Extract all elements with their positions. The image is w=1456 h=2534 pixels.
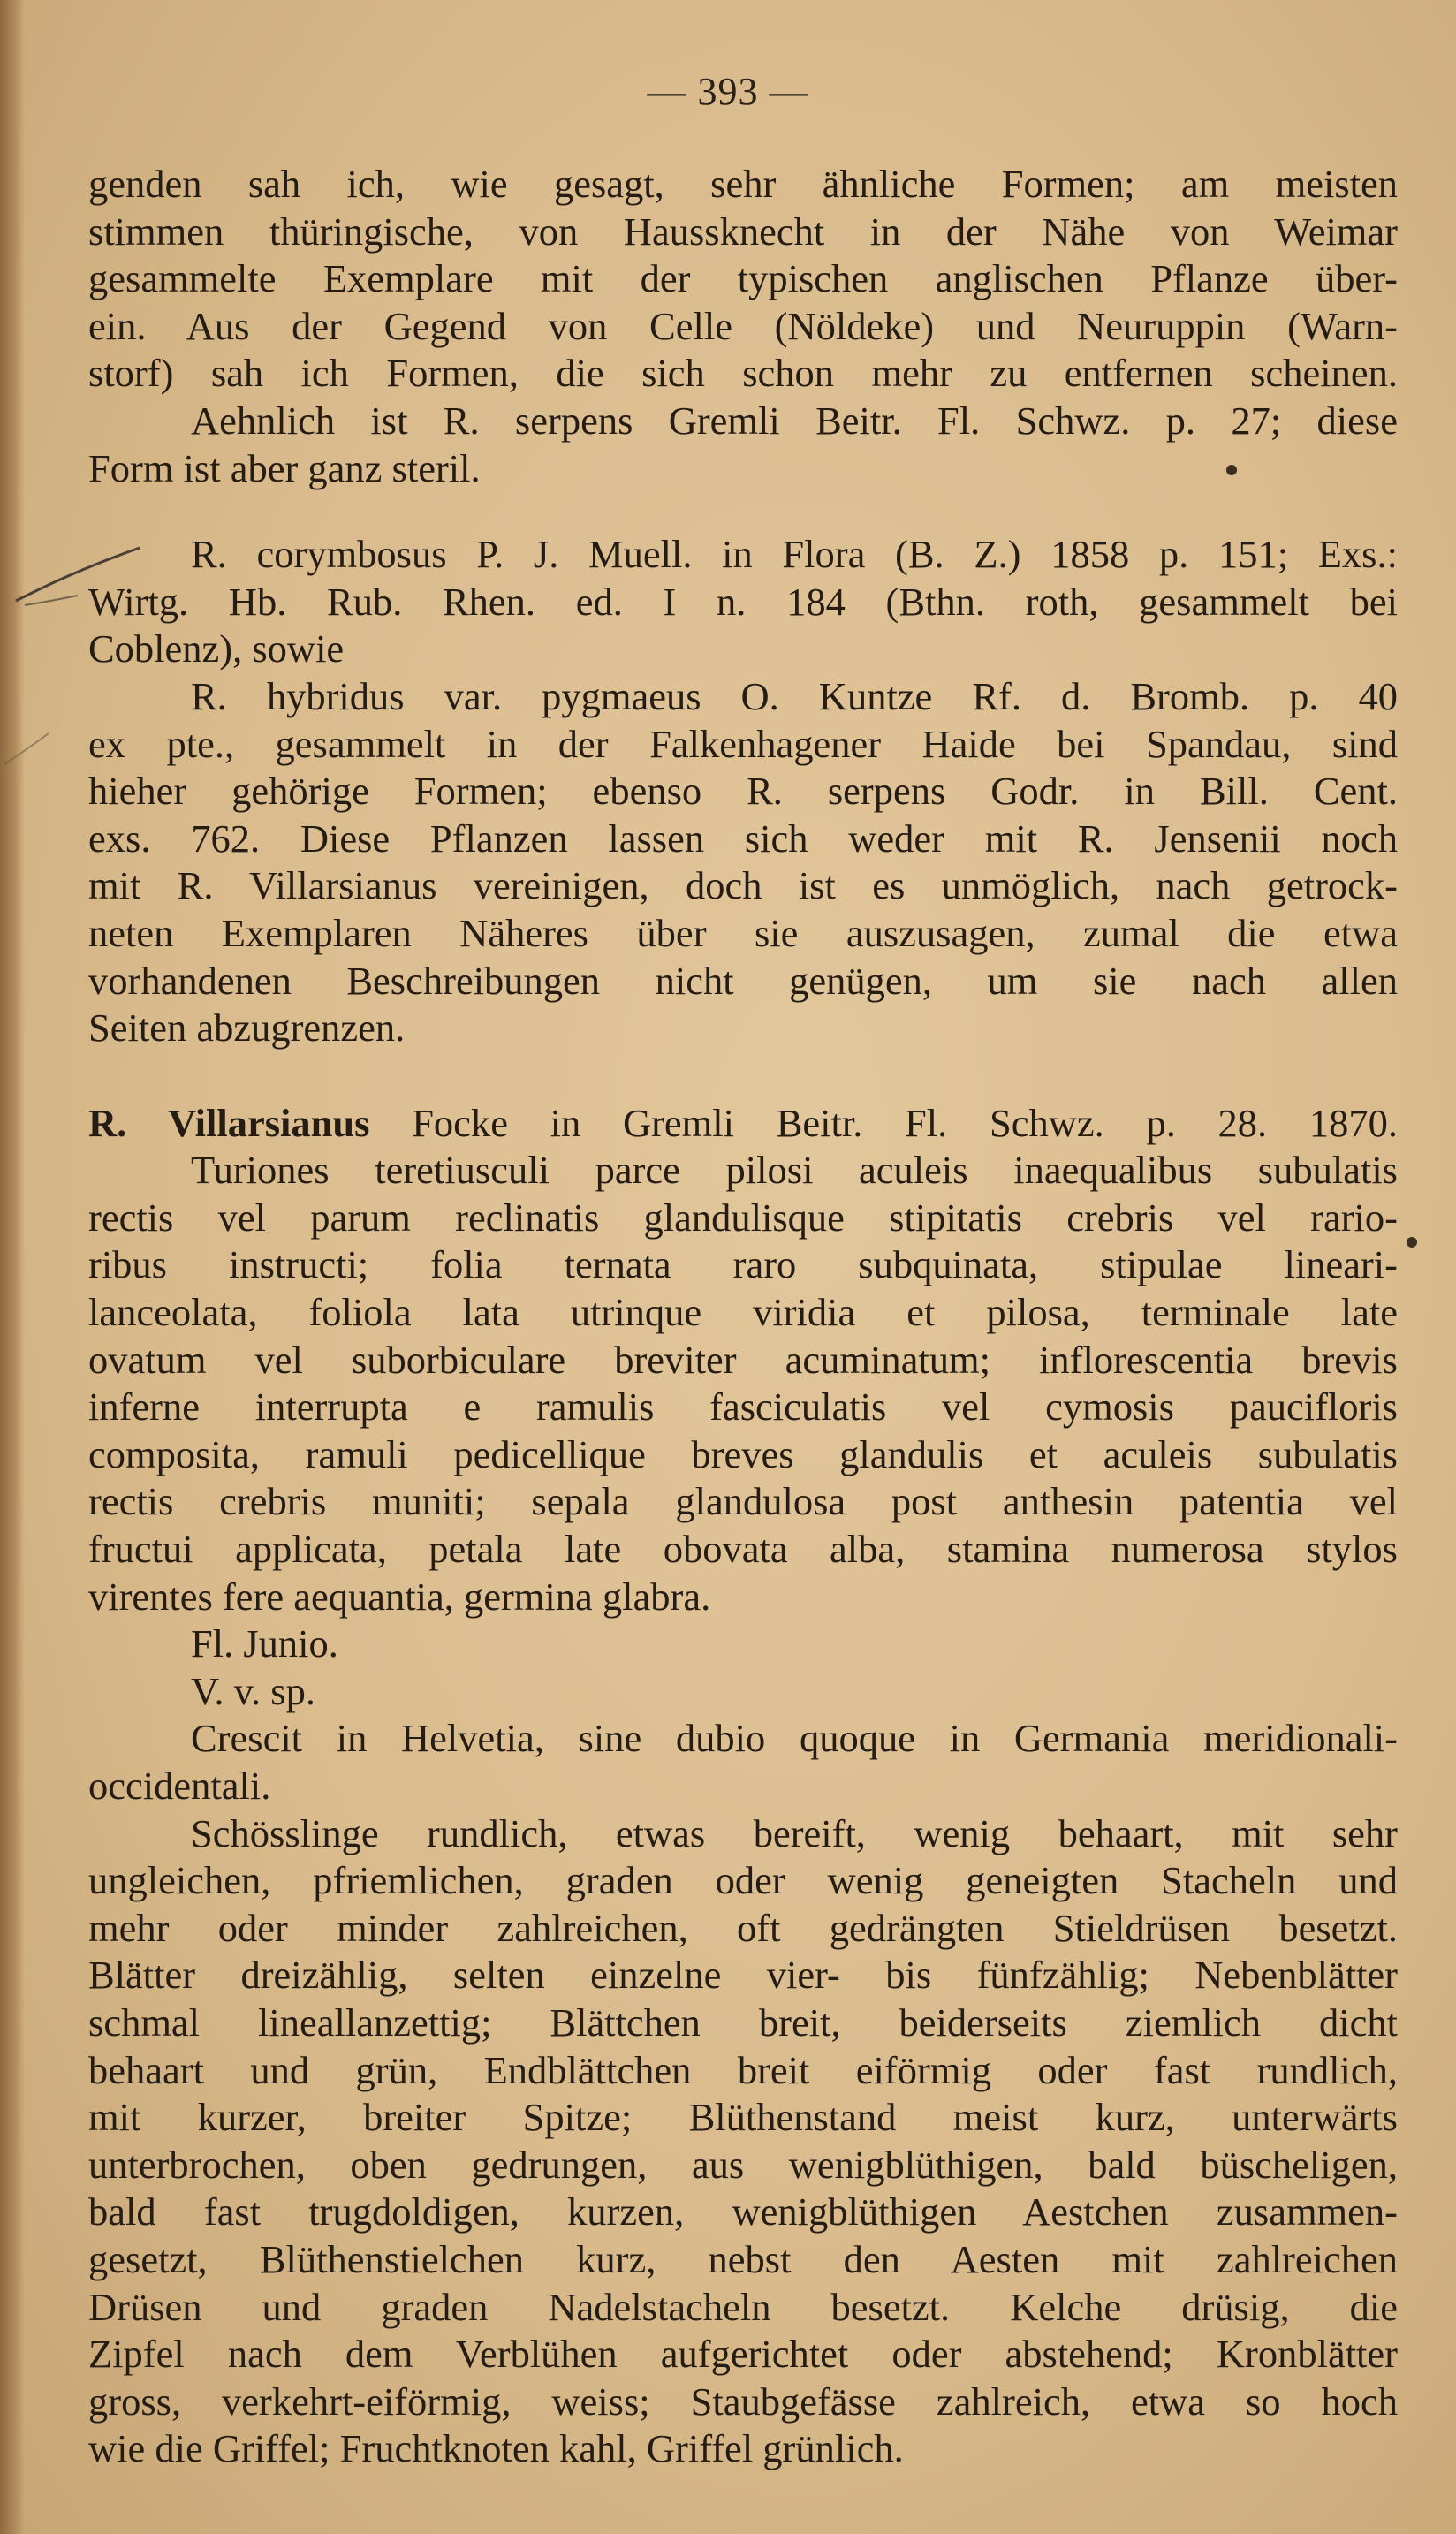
text-line: fructui applicata, petala late obovata alba, stamina numerosa stylos bbox=[88, 1527, 1398, 1572]
paragraph-gap bbox=[88, 1052, 1398, 1100]
text-line: ribus instructi; folia ternata raro subquinata, stipulae lineari- bbox=[88, 1242, 1398, 1287]
text-line: V. v. sp. bbox=[191, 1668, 315, 1713]
text-line: schmal lineallanzettig; Blättchen breit, beiderseits ziemlich dicht bbox=[88, 1999, 1398, 2045]
species-heading-line bbox=[88, 1100, 1398, 1148]
text-line: Form ist aber ganz steril. bbox=[88, 445, 481, 490]
text-line: storf) sah ich Formen, die sich schon mehr zu entfernen scheinen. bbox=[88, 351, 1398, 396]
text-line: mit R. Villarsianus vereinigen, doch ist es unmöglich, nach getrock- bbox=[88, 863, 1398, 908]
text-line: Blätter dreizählig, selten einzelne vier- bis fünfzählig; Nebenblätter bbox=[88, 1953, 1398, 1998]
text-line: ein. Aus der Gegend von Celle (Nöldeke) und Neuruppin (Warn- bbox=[88, 303, 1398, 348]
text-line: virentes fere aequantia, germina glabra. bbox=[88, 1574, 711, 1619]
text-line: Turiones teretiusculi parce pilosi aculeis inaequalibus subulatis bbox=[191, 1148, 1398, 1193]
text-line: lanceolata, foliola lata utrinque viridia et pilosa, terminale late bbox=[88, 1290, 1398, 1335]
text-line: exs. 762. Diese Pflanzen lassen sich weder mit R. Jensenii noch bbox=[88, 816, 1398, 861]
text-line: rectis vel parum reclinatis glandulisque stipitatis crebris vel rario- bbox=[88, 1195, 1398, 1240]
text-line: stimmen thüringische, von Haussknecht in der Nähe von Weimar bbox=[88, 209, 1398, 254]
text-line: gross, verkehrt-eiförmig, weiss; Staubgefässe zahlreich, etwa so hoch bbox=[88, 2378, 1398, 2424]
text-line: Zipfel nach dem Verblühen aufgerichtet oder abstehend; Kronblätter bbox=[88, 2332, 1398, 2377]
text-line: Aehnlich ist R. serpens Gremli Beitr. Fl. Schwz. p. 27; diese bbox=[191, 398, 1398, 443]
species-citation: Focke in Gremli Beitr. Fl. Schwz. p. 28. 1870. bbox=[412, 1100, 1398, 1145]
page-body bbox=[88, 161, 1398, 2473]
text-line: unterbrochen, oben gedrungen, aus wenigblüthigen, bald büscheligen, bbox=[88, 2142, 1398, 2187]
text-line: inferne interrupta e ramulis fasciculatis vel cymosis paucifloris bbox=[88, 1385, 1398, 1430]
text-line: vorhandenen Beschreibungen nicht genügen, um sie nach allen bbox=[88, 958, 1398, 1003]
text-line: Wirtg. Hb. Rub. Rhen. ed. I n. 184 (Bthn. roth, gesammelt bei bbox=[88, 579, 1398, 624]
text-line: behaart und grün, Endblättchen breit eiförmig oder fast rundlich, bbox=[88, 2047, 1398, 2092]
page-spine-shadow bbox=[0, 0, 25, 2534]
text-line: gesammelte Exemplare mit der typischen anglischen Pflanze über- bbox=[88, 256, 1398, 301]
pencil-mark-small bbox=[0, 725, 53, 778]
text-line: Coblenz), sowie bbox=[88, 626, 345, 671]
text-line: genden sah ich, wie gesagt, sehr ähnliche Formen; am meisten bbox=[88, 162, 1398, 206]
text-line: neten Exemplaren Näheres über sie auszusagen, zumal die etwa bbox=[88, 910, 1398, 955]
text-line: Drüsen und graden Nadelstacheln besetzt. Kelche drüsig, die bbox=[88, 2284, 1398, 2329]
text-line: ovatum vel suborbiculare breviter acuminatum; inflorescentia brevis bbox=[88, 1337, 1398, 1382]
ink-speck bbox=[1407, 1237, 1417, 1248]
text-line: mehr oder minder zahlreichen, oft gedrängten Stieldrüsen besetzt. bbox=[88, 1905, 1398, 1950]
text-line: bald fast trugdoldigen, kurzen, wenigblüthigen Aestchen zusammen- bbox=[88, 2189, 1398, 2234]
text-line: R. corymbosus P. J. Muell. in Flora (B. Z.) 1858 p. 151; Exs.: bbox=[191, 532, 1398, 577]
page-number: — 393 — bbox=[647, 70, 809, 113]
text-line: Schösslinge rundlich, etwas bereift, wenig behaart, mit sehr bbox=[191, 1810, 1398, 1855]
text-line: occidentali. bbox=[88, 1764, 271, 1808]
text-line: wie die Griffel; Fruchtknoten kahl, Griffel grünlich. bbox=[88, 2426, 904, 2471]
paragraph-gap bbox=[88, 492, 1398, 531]
text-line: Seiten abzugrenzen. bbox=[88, 1005, 406, 1051]
text-line: R. hybridus var. pygmaeus O. Kuntze Rf. d. Bromb. p. 40 bbox=[191, 673, 1398, 718]
species-heading: R. Villarsianus bbox=[88, 1100, 370, 1145]
text-line: rectis crebris muniti; sepala glandulosa post anthesin patentia vel bbox=[88, 1479, 1398, 1524]
text-line: gesetzt, Blüthenstielchen kurz, nebst den Aesten mit zahlreichen bbox=[88, 2236, 1398, 2281]
text-line: Fl. Junio. bbox=[191, 1621, 338, 1666]
text-line: mit kurzer, breiter Spitze; Blüthenstand meist kurz, unterwärts bbox=[88, 2095, 1398, 2140]
text-line: ex pte., gesammelt in der Falkenhagener Haide bei Spandau, sind bbox=[88, 721, 1398, 766]
text-line: composita, ramuli pedicellique breves glandulis et aculeis subulatis bbox=[88, 1431, 1398, 1476]
text-line: ungleichen, pfriemlichen, graden oder wenig geneigten Stacheln und bbox=[88, 1858, 1398, 1903]
text-line: Crescit in Helvetia, sine dubio quoque in Germania meridionali- bbox=[191, 1716, 1398, 1761]
text-line: hieher gehörige Formen; ebenso R. serpens Godr. in Bill. Cent. bbox=[88, 769, 1398, 814]
